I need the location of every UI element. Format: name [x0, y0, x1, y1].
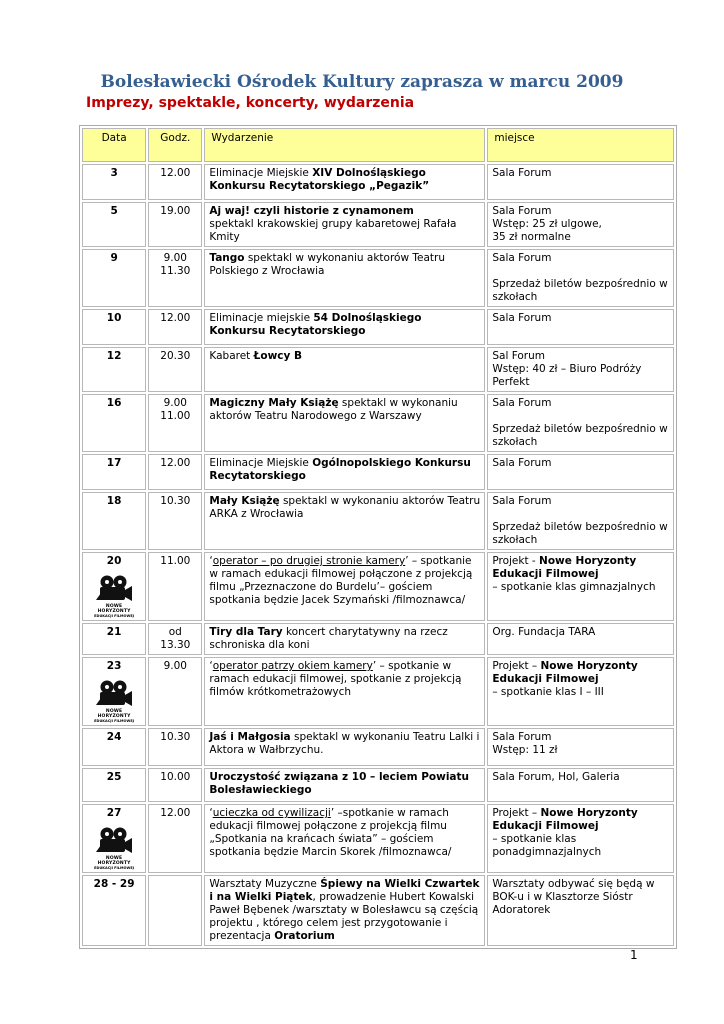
event-text: Warsztaty Muzyczne	[209, 878, 321, 890]
time-line: 9.00	[163, 252, 187, 264]
place-line: Sala Forum	[492, 205, 552, 217]
event-date-label: 27	[106, 807, 122, 819]
event-title: 54 Dolnośląskiego Konkursu Recytatorskiego	[209, 312, 422, 337]
place-line: Projekt -	[492, 555, 540, 567]
event-place: Warsztaty odbywać się będą w BOK-u i w Klasztorze Sióstr Adoratorek	[487, 875, 674, 946]
event-place: Sala Forum	[487, 309, 674, 345]
place-line: Sala Forum	[492, 495, 552, 507]
place-line: – spotkanie klas I – III	[492, 686, 604, 698]
place-line: Wstęp: 25 zł ulgowe,	[492, 218, 602, 230]
event-text: ’ – spotkanie w ramach edukacji filmowej połączone z projekcją filmu „Przeznaczone do Burdelu’– gościem spotkania będzie Jacek Szymański /filmoznawca/	[209, 555, 473, 606]
event-title: Ogólnopolskiego Konkursu Recytatorskiego	[209, 457, 471, 482]
place-project: Nowe Horyzonty Edukacji Filmowej	[492, 555, 637, 580]
table-row	[82, 394, 674, 452]
event-time	[148, 875, 202, 946]
event-title: Mały Książę	[209, 495, 280, 507]
logo-subtitle: EDUKACJI FILMOWEJ	[94, 719, 135, 723]
event-place	[487, 249, 674, 307]
table-header-row	[82, 128, 674, 162]
event-date: 18	[82, 492, 146, 550]
header-godz: Godz.	[148, 128, 202, 162]
event-text: koncert charytatywny na rzecz schroniska dla koni	[209, 626, 448, 651]
event-date	[82, 552, 146, 621]
event-description	[204, 657, 485, 726]
place-line: Projekt –	[492, 660, 541, 672]
table-row	[82, 202, 674, 247]
event-time: 12.00	[148, 309, 202, 345]
event-text: Eliminacje Miejskie	[209, 457, 313, 469]
event-time: 9.00	[148, 657, 202, 726]
event-text: spektakl w wykonaniu Teatru Lalki i Aktora w Wałbrzychu.	[209, 731, 480, 756]
event-description	[204, 492, 485, 550]
event-time	[148, 394, 202, 452]
event-title: Oratorium	[274, 930, 335, 942]
place-line: Sala Forum	[492, 397, 552, 409]
event-text: spektakl w wykonaniu aktorów Teatru Polskiego z Wrocławia	[209, 252, 446, 277]
event-date: 28 - 29	[82, 875, 146, 946]
event-time: 19.00	[148, 202, 202, 247]
event-time: 10.30	[148, 492, 202, 550]
event-description	[204, 394, 485, 452]
place-line: Projekt –	[492, 807, 541, 819]
nowe-horyzonty-logo	[91, 826, 137, 870]
events-table	[79, 125, 677, 949]
logo-subtitle: EDUKACJI FILMOWEJ	[94, 614, 135, 618]
event-title: Magiczny Mały Książę	[209, 397, 339, 409]
time-line: od	[168, 626, 182, 638]
event-title: Łowcy B	[253, 350, 303, 362]
event-place: Sala Forum, Hol, Galeria	[487, 768, 674, 802]
event-title: Śpiewy na Wielki Czwartek i na Wielki Piątek	[209, 878, 480, 903]
event-text: , prowadzenie Hubert Kowalski Paweł Bębenek /warsztaty w Bolesławcu są częścią projektu , którego celem jest przygotowanie i prezentacja	[209, 891, 479, 942]
logo-subtitle: EDUKACJI FILMOWEJ	[94, 866, 135, 870]
place-line: Sprzedaż biletów bezpośrednio w szkołach	[492, 278, 668, 303]
nowe-horyzonty-logo	[91, 574, 137, 618]
event-date: 17	[82, 454, 146, 490]
film-camera-icon	[94, 826, 134, 856]
table-row	[82, 657, 674, 726]
logo-title: NOWE HORYZONTY	[97, 709, 131, 719]
table-row	[82, 875, 674, 946]
event-place	[487, 804, 674, 873]
event-place	[487, 394, 674, 452]
event-description	[204, 768, 485, 802]
event-link[interactable]: operator – po drugiej stronie kamery	[212, 555, 406, 567]
event-date	[82, 804, 146, 873]
header-miejsce: miejsce	[487, 128, 674, 162]
event-description	[204, 623, 485, 655]
event-date: 5	[82, 202, 146, 247]
place-line: – spotkanie klas gimnazjalnych	[492, 581, 656, 593]
event-time: 12.00	[148, 804, 202, 873]
page-subtitle: Imprezy, spektakle, koncerty, wydarzenia	[86, 95, 415, 111]
event-date: 10	[82, 309, 146, 345]
event-date-label: 23	[106, 660, 122, 672]
header-data: Data	[82, 128, 146, 162]
event-date: 16	[82, 394, 146, 452]
event-date	[82, 657, 146, 726]
event-link[interactable]: ucieczka od cywilizacji	[212, 807, 331, 819]
event-place: Org. Fundacja TARA	[487, 623, 674, 655]
table-row	[82, 164, 674, 200]
event-place	[487, 347, 674, 392]
event-title: Tiry dla Tary	[209, 626, 283, 638]
event-place: Sala Forum	[487, 454, 674, 490]
place-line: Sala Forum	[492, 252, 552, 264]
table-row	[82, 309, 674, 345]
table-row	[82, 552, 674, 621]
time-line: 11.30	[160, 265, 191, 277]
event-time	[148, 249, 202, 307]
place-line: Wstęp: 11 zł	[492, 744, 558, 756]
event-text: Kabaret	[209, 350, 254, 362]
event-text: ‘	[209, 555, 213, 567]
place-line: 35 zł normalne	[492, 231, 571, 243]
event-date: 24	[82, 728, 146, 766]
event-text: ’ – spotkanie w ramach edukacji filmowej, spotkanie z projekcją filmów krótkometrażowych	[209, 660, 462, 698]
event-title: Jaś i Małgosia	[209, 731, 291, 743]
event-title: XIV Dolnośląskiego Konkursu Recytatorskiego „Pegazik”	[209, 167, 430, 192]
event-text: ‘	[209, 660, 213, 672]
event-time: 20.30	[148, 347, 202, 392]
event-description	[204, 804, 485, 873]
event-place	[487, 492, 674, 550]
nowe-horyzonty-logo	[91, 679, 137, 723]
event-description	[204, 309, 485, 345]
table-row	[82, 347, 674, 392]
event-description	[204, 249, 485, 307]
event-time: 11.00	[148, 552, 202, 621]
event-description	[204, 164, 485, 200]
place-project: Nowe Horyzonty Edukacji Filmowej	[492, 807, 638, 832]
event-text: spektakl w wykonaniu aktorów Teatru Narodowego z Warszawy	[209, 397, 458, 422]
event-date-label: 20	[106, 555, 122, 567]
event-text: spektakl w wykonaniu aktorów Teatru ARKA z Wrocławia	[209, 495, 481, 520]
event-text: spektakl krakowskiej grupy kabaretowej Rafała Kmity	[209, 218, 457, 243]
event-place	[487, 202, 674, 247]
table-row	[82, 623, 674, 655]
event-description	[204, 552, 485, 621]
event-place	[487, 728, 674, 766]
header-wydarzenie: Wydarzenie	[204, 128, 485, 162]
event-place	[487, 657, 674, 726]
event-time	[148, 623, 202, 655]
page-number: 1	[630, 948, 638, 962]
time-line: 9.00	[163, 397, 187, 409]
logo-title: NOWE HORYZONTY	[97, 856, 131, 866]
event-date: 3	[82, 164, 146, 200]
event-description	[204, 454, 485, 490]
page-title: Bolesławiecki Ośrodek Kultury zaprasza w marcu 2009	[100, 72, 624, 92]
event-text: ‘	[209, 807, 213, 819]
event-link[interactable]: operator patrzy okiem kamery	[212, 660, 373, 672]
film-camera-icon	[94, 574, 134, 604]
time-line: 13.30	[160, 639, 191, 651]
event-time: 10.30	[148, 728, 202, 766]
film-camera-icon	[94, 679, 134, 709]
event-place: Sala Forum	[487, 164, 674, 200]
event-date: 21	[82, 623, 146, 655]
event-title: Uroczystość związana z 10 – leciem Powiatu Bolesławieckiego	[209, 771, 469, 796]
event-title: Tango	[209, 252, 245, 264]
event-text: Eliminacje miejskie	[209, 312, 314, 324]
event-date: 9	[82, 249, 146, 307]
table-row	[82, 492, 674, 550]
event-title: Aj waj! czyli historie z cynamonem	[209, 205, 414, 217]
event-description	[204, 875, 485, 946]
place-project: Nowe Horyzonty Edukacji Filmowej	[492, 660, 638, 685]
event-description	[204, 347, 485, 392]
event-text: Eliminacje Miejskie	[209, 167, 313, 179]
event-date: 12	[82, 347, 146, 392]
event-time: 12.00	[148, 164, 202, 200]
place-line: Sprzedaż biletów bezpośrednio w szkołach	[492, 423, 668, 448]
table-row	[82, 728, 674, 766]
table-row	[82, 249, 674, 307]
table-row	[82, 804, 674, 873]
place-line: – spotkanie klas ponadgimnazjalnych	[492, 833, 602, 858]
time-line: 11.00	[160, 410, 191, 422]
event-text: ’ –spotkanie w ramach edukacji filmowej połączone z projekcją filmu „Spotkania na krańcach świata” – gościem spotkania będzie Marcin Skorek /filmoznawca/	[209, 807, 452, 858]
table-row	[82, 768, 674, 802]
place-line: Sprzedaż biletów bezpośrednio w szkołach	[492, 521, 668, 546]
logo-title: NOWE HORYZONTY	[97, 604, 131, 614]
place-line: Sala Forum	[492, 731, 552, 743]
place-line: Wstęp: 40 zł – Biuro Podróży Perfekt	[492, 363, 642, 388]
event-place	[487, 552, 674, 621]
event-time: 12.00	[148, 454, 202, 490]
event-description	[204, 202, 485, 247]
event-time: 10.00	[148, 768, 202, 802]
table-row	[82, 454, 674, 490]
place-line: Sal Forum	[492, 350, 545, 362]
event-description	[204, 728, 485, 766]
event-date: 25	[82, 768, 146, 802]
